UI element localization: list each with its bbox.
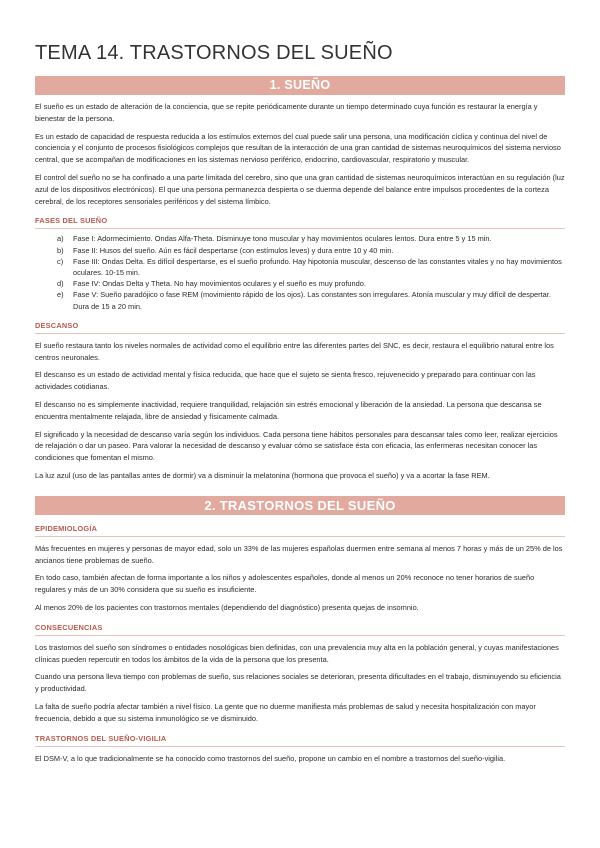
list-text: Fase IV: Ondas Delta y Theta. No hay movimientos oculares y el sueño es muy profundo.	[73, 279, 366, 289]
subheading-fases: FASES DEL SUEÑO	[35, 207, 565, 229]
paragraph: El sueño restaura tanto los niveles normales de actividad como el equilibrio entre las diferentes partes del SNC, es decir, restaura el equilibrio natural entre los centros neuronales.	[35, 340, 554, 362]
paragraph: El descanso es un estado de actividad mental y física reducida, que hace que el sujeto se sienta fresco, rejuvenecido y preparado para continuar con las actividades cotidianas.	[35, 370, 536, 392]
paragraph: Al menos 20% de los pacientes con trastornos mentales (dependiendo del diagnóstico) presenta quejas de insomnio.	[35, 602, 419, 612]
paragraph: Los trastornos del sueño son síndromes o entidades nosológicas bien definidas, con una prevalencia muy alta en la población general, y cuyas manifestaciones clínicas pueden repercutir en todos los ámbitos de la vida de la persona que los presenta.	[35, 642, 559, 664]
list-text: Fase III: Ondas Delta. Es difícil despertarse, es el sueño profundo. Hay hipotonía muscular, descenso de las constantes vitales y no hay movimientos oculares. 10-15 min.	[73, 256, 562, 277]
paragraph: El control del sueño no se ha confinado a una parte limitada del cerebro, sino que una gran cantidad de sistemas neuroquímicos interactúan en su regulación (luz azul de los dispositivos electrónicos). El que una persona permanezca despierta o se duerma depende del balance entre impulsos procedentes de la corteza cerebral, de los receptores sensoriales periféricos y del sistema límbico.	[35, 172, 565, 206]
list-item	[57, 256, 565, 278]
paragraph: En todo caso, también afectan de forma importante a los niños y adolescentes españoles, donde al menos un 20% reconoce no tener horarios de sueño regulares y más de un 30% considera que su sueño es insuficiente.	[35, 573, 535, 595]
list-text: Fase I: Adormecimiento. Ondas Alfa-Theta. Disminuye tono muscular y hay movimientos oculares lentos. Dura entre 5 y 15 min.	[73, 234, 492, 244]
subheading-consecuencias: CONSECUENCIAS	[35, 614, 565, 636]
list-item	[57, 289, 565, 311]
list-marker: e)	[57, 290, 64, 300]
list-item	[57, 278, 565, 289]
subheading-epidemiologia: EPIDEMIOLOGÍA	[35, 515, 565, 537]
list-item	[57, 245, 565, 256]
paragraph: El descanso no es simplemente inactividad, requiere tranquilidad, relajación sin estrés emocional y liberación de la ansiedad. La persona que descansa se encuentra mentalmente relajada, libre de ansiedad y físicamente calmada.	[35, 399, 542, 421]
paragraph: Es un estado de capacidad de respuesta reducida a los estímulos externos del cual puede salir una persona, una modificación cíclica y continua del nivel de conciencia y el conjunto de procesos fisiológicos complejos que resultan de la interacción de una gran cantidad de sistemas neuroquímicos del sistema nervioso central, que se acompañan de modificaciones en los sistemas nervioso periférico, endocrino, cardiovascular, respiratorio y muscular.	[35, 131, 561, 165]
section-heading-sueno: 1. SUEÑO	[35, 76, 565, 95]
document-title: TEMA 14. TRASTORNOS DEL SUEÑO	[35, 42, 393, 64]
section-heading-trastornos: 2. TRASTORNOS DEL SUEÑO	[35, 496, 565, 515]
list-marker: b)	[57, 245, 64, 255]
list-text: Fase II: Husos del sueño. Aún es fácil despertarse (con estímulos leves) y dura entre 10 y 40 min.	[73, 245, 394, 255]
list-text: Fase V: Sueño paradójico o fase REM (movimiento rápido de los ojos). Las constantes son irregulares. Atonía muscular y muy difícil de despertar. Dura de 15 a 20 min.	[73, 290, 551, 311]
list-marker: a)	[57, 234, 64, 244]
paragraph: La luz azul (uso de las pantallas antes de dormir) va a disminuir la melatonina (hormona que provoca el sueño) y va a acortar la fase REM.	[35, 470, 490, 480]
list-item	[57, 233, 565, 244]
subheading-trastornos-sueno-vigilia: TRASTORNOS DEL SUEÑO-VIGILIA	[35, 725, 565, 747]
paragraph: Cuando una persona lleva tiempo con problemas de sueño, sus relaciones sociales se deterioran, presenta dificultades en el trabajo, disminuyendo su eficiencia y productividad.	[35, 672, 561, 694]
phase-list	[35, 233, 565, 311]
subheading-descanso: DESCANSO	[35, 312, 565, 334]
paragraph: Más frecuentes en mujeres y personas de mayor edad, solo un 33% de las mujeres españolas duermen entre semana al menos 7 horas y más de un 25% de los ancianos tiene problemas de sueño.	[35, 543, 563, 565]
list-marker: c)	[57, 256, 64, 266]
paragraph: El significado y la necesidad de descanso varía según los individuos. Cada persona tiene hábitos personales para descansar tales como leer, realizar ejercicios de relajación o dar un paseo. Para valorar la necesidad de descanso y evaluar cómo se satisface ésta con eficacia, las enfermeras necesitan conocer las condiciones que fomentan el mismo.	[35, 429, 558, 463]
paragraph: El DSM-V, a lo que tradicionalmente se ha conocido como trastornos del sueño, propone un cambio en el nombre a trastornos del sueño-vigilia.	[35, 753, 506, 763]
list-marker: d)	[57, 279, 64, 289]
paragraph: La falta de sueño podría afectar también a nivel físico. La gente que no duerme manifiesta más problemas de salud y necesita hospitalización con mayor frecuencia, debido a que su sistema inmunológico se ve disminuido.	[35, 701, 536, 723]
paragraph: El sueño es un estado de alteración de la conciencia, que se repite periódicamente durante un tiempo determinado cuya función es restaurar la energía y bienestar de la persona.	[35, 102, 538, 123]
